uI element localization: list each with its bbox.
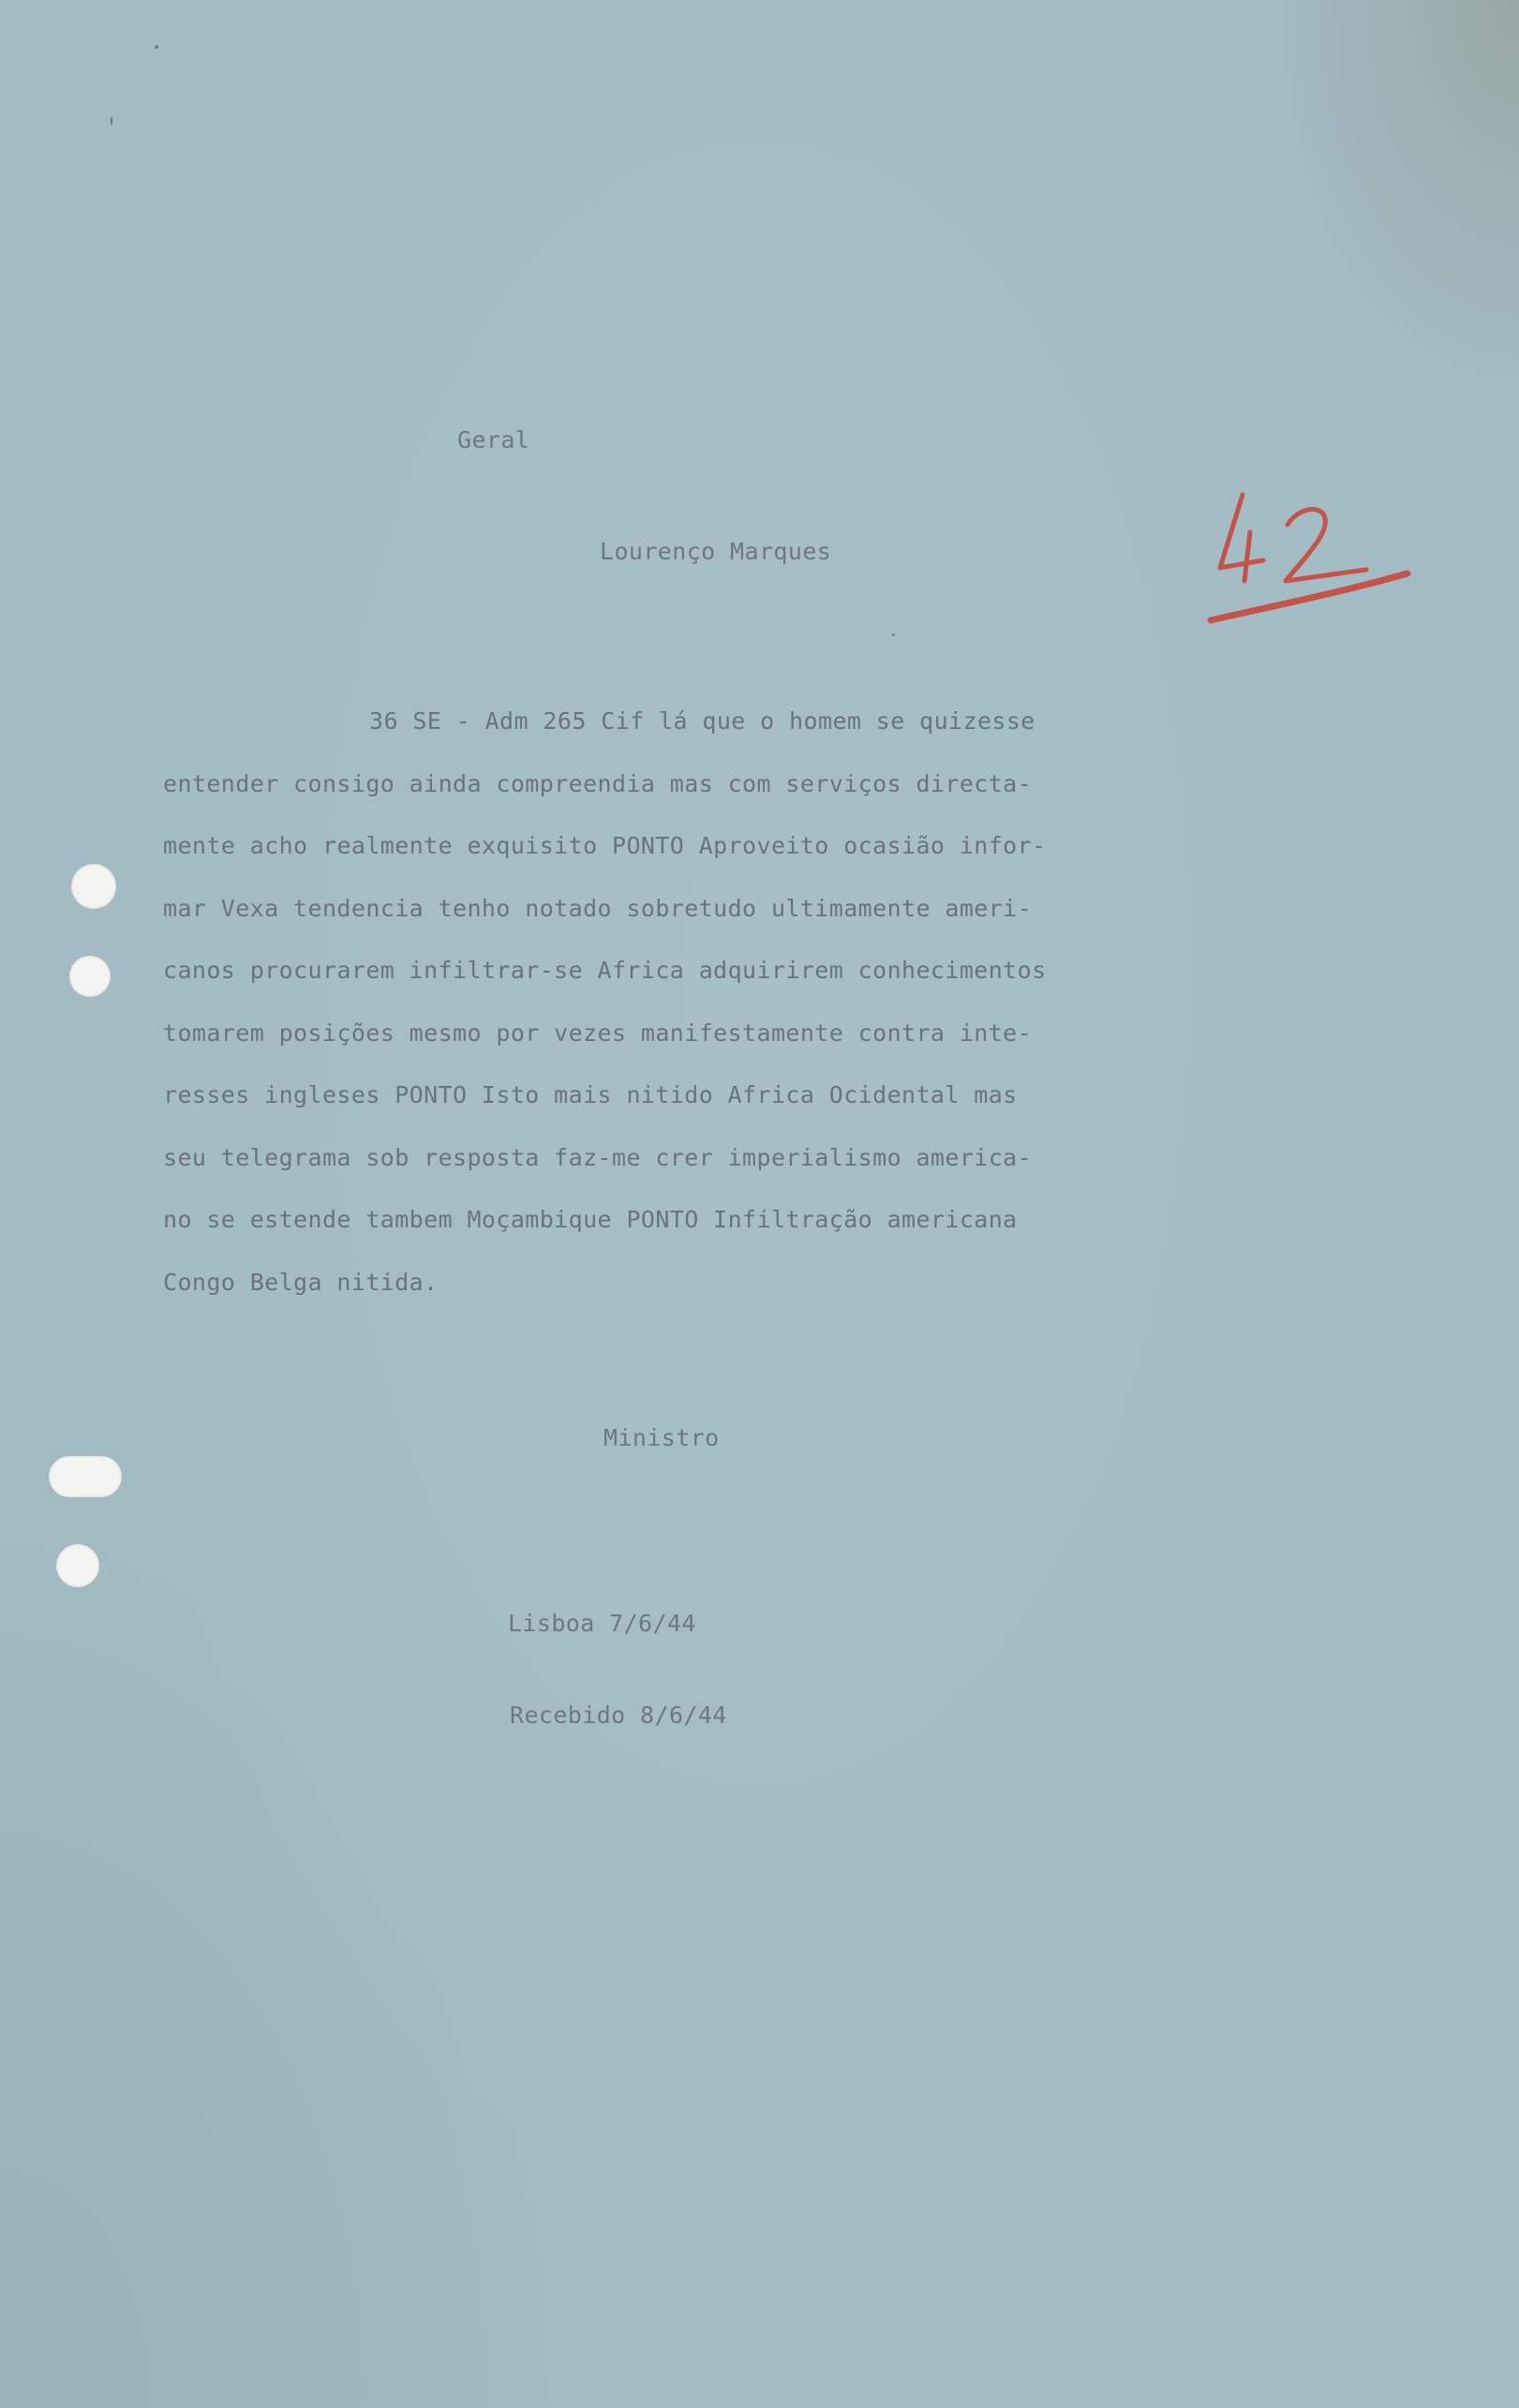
page-number-text: 42 [1201,476,1202,477]
body-line: mar Vexa tendencia tenho notado sobretudo ultimamente ameri- [163,894,1033,922]
paper-speck [111,116,112,126]
telegram-heading: Geral [457,426,530,453]
body-line: no se estende tambem Moçambique PONTO Infiltração americana [163,1206,1018,1233]
body-line: 36 SE - Adm 265 Cif lá que o homem se quizesse [369,707,1035,735]
received-date: Recebido 8/6/44 [510,1702,727,1729]
handwritten-42-mark [1201,476,1426,635]
body-line: tomarem posições mesmo por vezes manifestamente contra inte- [163,1018,1033,1047]
handwritten-page-number [1201,476,1426,635]
paper-speck [155,45,158,49]
telegram-body [163,703,1147,1326]
body-line: canos procurarem infiltrar-se Africa adquirirem conhecimentos [163,957,1047,984]
body-line: resses ingleses PONTO Isto mais nitido Africa Ocidental mas [163,1081,1018,1108]
body-line: Congo Belga nitida. [163,1268,439,1296]
paper-speck [892,633,895,636]
punch-hole [49,1456,122,1497]
punch-hole [69,956,111,997]
body-line: seu telegrama sob resposta faz-me crer imperialismo america- [163,1143,1033,1171]
signature: Ministro [603,1424,720,1451]
place-date: Lisboa 7/6/44 [508,1610,696,1637]
body-line: mente acho realmente exquisito PONTO Aproveito ocasião infor- [163,832,1047,859]
punch-hole [71,864,116,909]
punch-hole [56,1544,99,1587]
body-line: entender consigo ainda compreendia mas com serviços directa- [163,769,1033,797]
telegram-destination: Lourenço Marques [600,538,832,565]
